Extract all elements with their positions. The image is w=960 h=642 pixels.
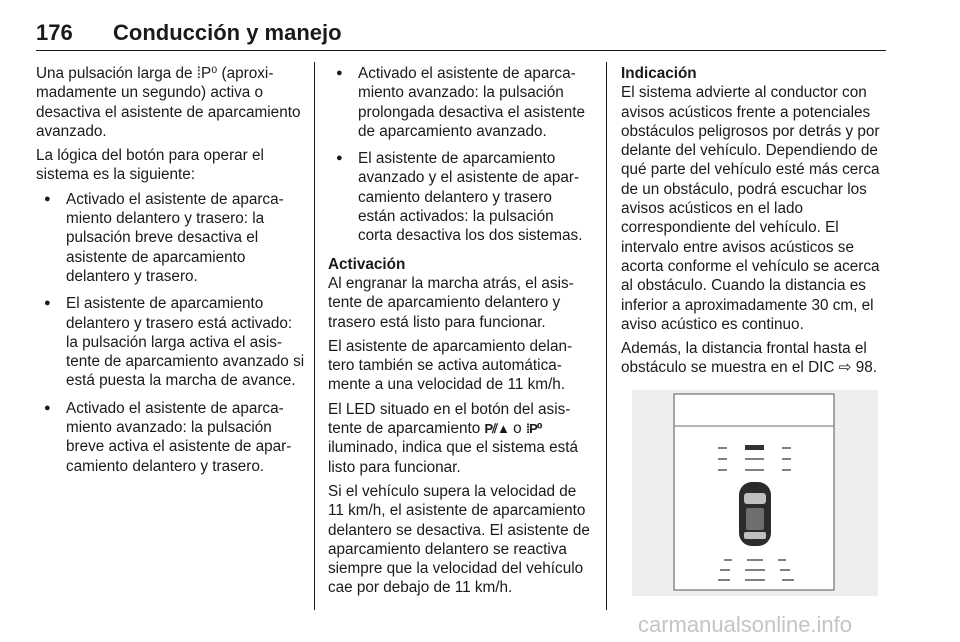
paragraph: Además, la distancia frontal hasta el obstáculo se muestra en el DIC ⇨ 98. — [621, 340, 877, 377]
list-item: ● Activado el asistente de aparcamiento avanzado: la pulsación prolongada desactiva el asistente de aparcamiento avanzado. — [328, 64, 590, 141]
column-left — [36, 64, 306, 485]
section-heading-indication: Indicación — [621, 65, 697, 82]
list-item: ● El asistente de aparcamiento avanzado y el asistente de aparcamiento delantero y trasero están activados: la pulsación corta desactiva los dos sistemas. — [328, 149, 590, 245]
front-obstacle-indicator — [745, 445, 764, 450]
column-right — [621, 64, 889, 383]
park-assist-display-illustration — [632, 390, 878, 596]
park-assist-advanced-icon: P⫽▲ — [484, 421, 509, 437]
paragraph: Una pulsación larga de ⁞P⁰ (aproximadamente un segundo) activa o desactiva el asistente de aparcamiento avanzado. — [36, 65, 301, 140]
park-assist-icon: ⁞P⁰ — [525, 421, 542, 437]
column-middle — [328, 64, 590, 603]
section-heading-activation: Activación — [328, 255, 406, 273]
list-item: ● Activado el asistente de aparcamiento avanzado: la pulsación breve activa el asistente de aparcamiento delantero y trasero. — [36, 399, 306, 476]
column-divider — [314, 62, 315, 610]
watermark: carmanualsonline.info — [638, 612, 853, 637]
list-item: ● El asistente de aparcamiento delantero y trasero está activado: la pulsación larga activa el asistente de aparcamiento avanzado si está puesta la marcha de avance. — [36, 294, 306, 390]
column-divider — [606, 62, 607, 610]
list-item: ● Activado el asistente de aparcamiento delantero y trasero: la pulsación breve desactiva el asistente de aparcamiento delantero y trasero. — [36, 190, 306, 286]
car-icon — [739, 482, 771, 546]
paragraph: El asistente de aparcamiento delantero también se activa automáticamente a una velocidad de 11 km/h. — [328, 337, 573, 394]
chapter-title: Conducción y manejo — [113, 20, 342, 45]
paragraph: El LED situado en el botón del asistente de aparcamiento P⫽▲ o ⁞P⁰ iluminado, indica que el sistema está listo para funcionar. — [328, 400, 578, 476]
paragraph: Si el vehículo supera la velocidad de 11 km/h, el asistente de aparcamiento delantero se desactiva. El asistente de aparcamiento delantero se reactiva siempre que la velocidad del vehículo cae por debajo de 11 km/h. — [328, 482, 590, 597]
bullet-list — [328, 64, 590, 246]
dic-display-graphic — [632, 390, 878, 596]
page-header — [36, 18, 886, 51]
paragraph: La lógica del botón para operar el sistema es la siguiente: — [36, 147, 264, 184]
paragraph: Al engranar la marcha atrás, el asistente de aparcamiento delantero y trasero está listo para funcionar. — [328, 274, 574, 331]
paragraph: El sistema advierte al conductor con avisos acústicos frente a potenciales obstáculos peligrosos por detrás y por delante del vehículo. Dependiendo de qué parte del vehículo esté más cerca de un obstáculo, podrá escuchar los avisos acústicos en el lado correspondiente del vehículo. El intervalo entre avisos acústicos se acorta conforme el vehículo se acerca al obstáculo. Cuando la distancia es inferior a aproximadamente 30 cm, el aviso acústico es continuo. — [621, 84, 880, 333]
bullet-list — [36, 190, 306, 476]
page-number: 176 — [36, 20, 73, 45]
